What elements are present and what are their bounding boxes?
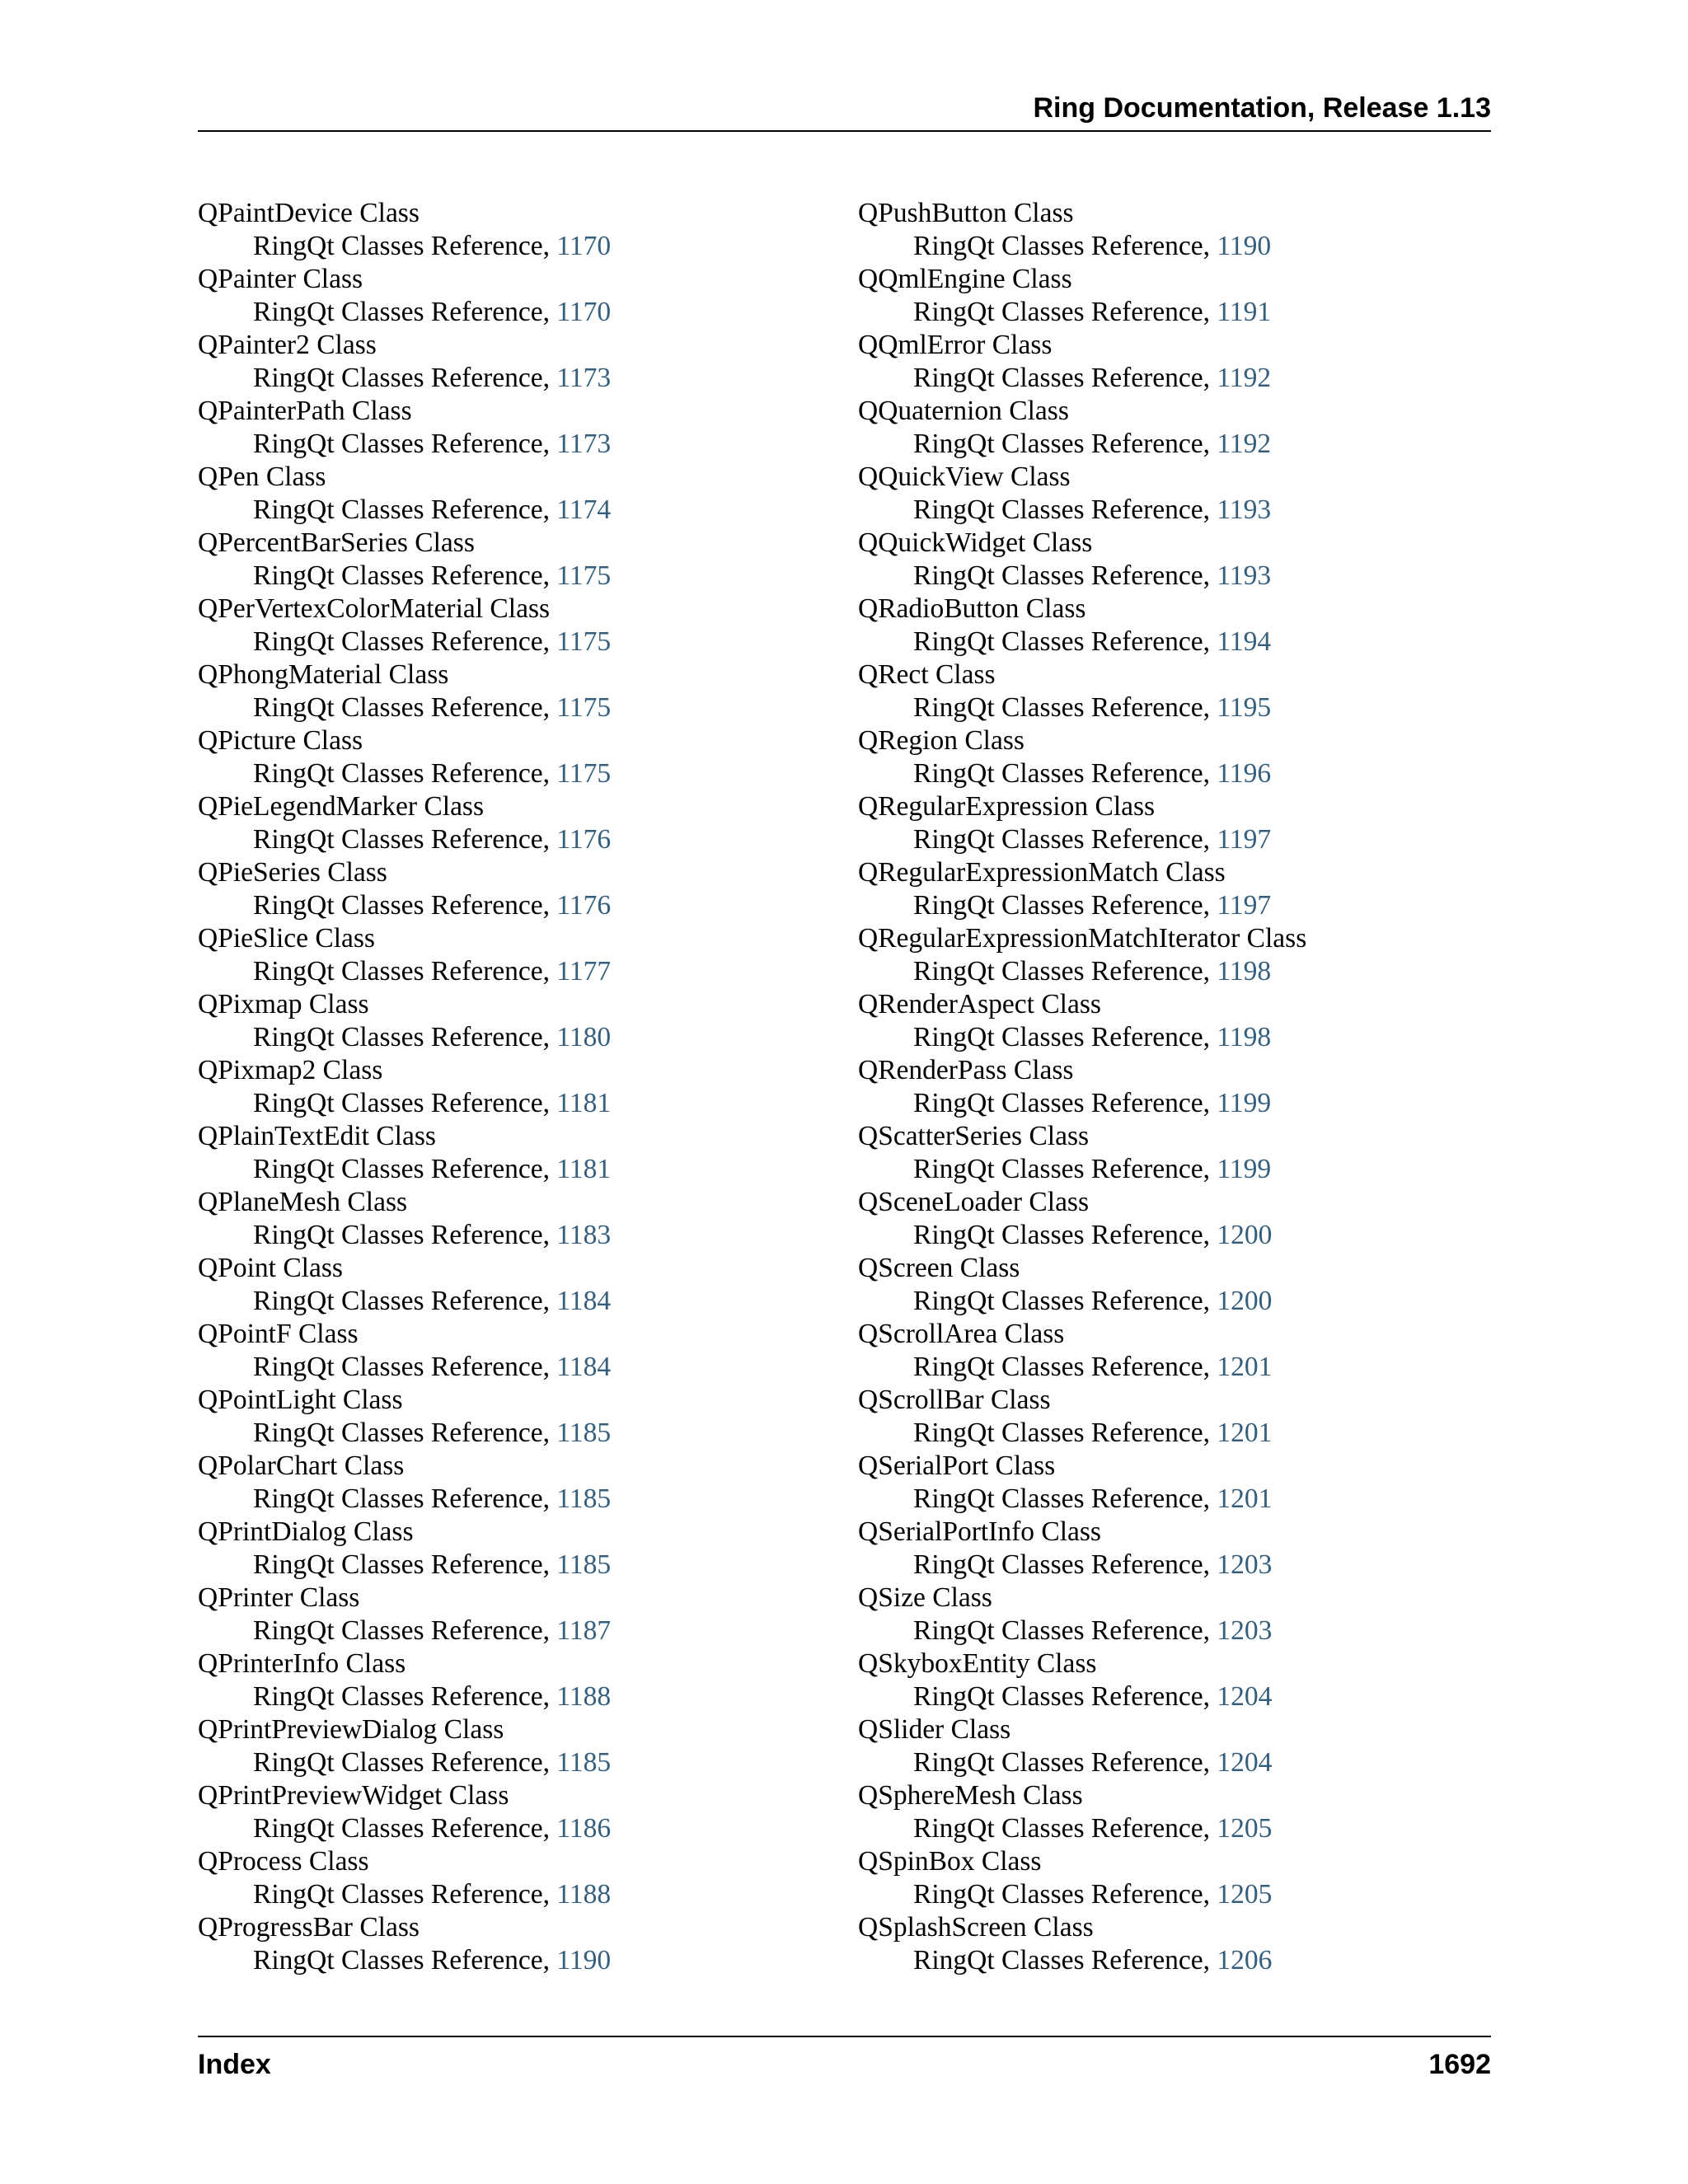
index-entry bbox=[858, 1582, 1306, 1647]
index-entry-reference bbox=[198, 1087, 611, 1120]
index-page-link[interactable]: 1185 bbox=[556, 1418, 612, 1448]
index-entry-class-name: QRegularExpression Class bbox=[858, 791, 1156, 822]
index-entry-class-name: QSerialPortInfo Class bbox=[858, 1516, 1101, 1547]
index-entry-class-name: QSize Class bbox=[858, 1582, 992, 1613]
index-page-link[interactable]: 1175 bbox=[556, 626, 612, 657]
index-entry bbox=[198, 1384, 611, 1450]
index-page-link[interactable]: 1196 bbox=[1217, 758, 1272, 789]
index-entry-class-name: QPainter Class bbox=[198, 264, 363, 294]
index-entry-reference bbox=[198, 1812, 611, 1845]
index-entry-reference-label: RingQt Classes Reference, bbox=[913, 363, 1211, 393]
index-entry-class-name: QQuaternion Class bbox=[858, 396, 1069, 426]
index-entry-class-name: QRect Class bbox=[858, 659, 996, 690]
index-entry bbox=[198, 1779, 611, 1845]
index-entry-class-name: QPainterPath Class bbox=[198, 396, 412, 426]
index-entry-reference-label: RingQt Classes Reference, bbox=[253, 1681, 551, 1712]
index-entry-reference-label: RingQt Classes Reference, bbox=[253, 231, 551, 261]
index-page-link[interactable]: 1173 bbox=[556, 363, 612, 393]
index-page-link[interactable]: 1181 bbox=[556, 1088, 612, 1118]
index-page-link[interactable]: 1186 bbox=[556, 1813, 612, 1844]
index-entry bbox=[198, 1318, 611, 1384]
index-entry bbox=[198, 461, 611, 527]
index-entry bbox=[858, 1450, 1306, 1516]
index-entry bbox=[858, 1318, 1306, 1384]
index-entry-class-name: QQuickView Class bbox=[858, 462, 1071, 492]
index-entry-reference bbox=[858, 296, 1306, 329]
index-entry bbox=[198, 1450, 611, 1516]
index-entry bbox=[858, 197, 1306, 263]
index-entry-class-name: QPointLight Class bbox=[198, 1385, 403, 1415]
index-entry-class-name: QPainter2 Class bbox=[198, 330, 377, 360]
index-entry bbox=[858, 1647, 1306, 1713]
index-page-link[interactable]: 1185 bbox=[556, 1483, 612, 1514]
index-entry-reference bbox=[198, 955, 611, 988]
index-entry-reference bbox=[198, 1549, 611, 1582]
index-entry-reference bbox=[198, 1153, 611, 1186]
index-page-link[interactable]: 1175 bbox=[556, 758, 612, 789]
index-page-link[interactable]: 1201 bbox=[1217, 1418, 1273, 1448]
index-entry-class-name: QSlider Class bbox=[858, 1714, 1011, 1745]
index-page-link[interactable]: 1185 bbox=[556, 1747, 612, 1778]
index-entry-class-name: QSplashScreen Class bbox=[858, 1912, 1094, 1943]
index-entry-class-name: QPercentBarSeries Class bbox=[198, 527, 475, 558]
index-entry-reference bbox=[858, 691, 1306, 724]
index-page-link[interactable]: 1201 bbox=[1217, 1352, 1273, 1382]
index-entry-reference-label: RingQt Classes Reference, bbox=[253, 626, 551, 657]
index-entry bbox=[858, 593, 1306, 658]
index-entry-reference bbox=[858, 1878, 1306, 1911]
index-page-link[interactable]: 1197 bbox=[1217, 890, 1272, 921]
index-entry-reference bbox=[858, 1680, 1306, 1713]
index-entry-reference-label: RingQt Classes Reference, bbox=[253, 1154, 551, 1184]
index-page-link[interactable]: 1181 bbox=[556, 1154, 612, 1184]
index-page-link[interactable]: 1176 bbox=[556, 890, 612, 921]
index-entry-reference-label: RingQt Classes Reference, bbox=[253, 1286, 551, 1316]
index-entry-reference-label: RingQt Classes Reference, bbox=[253, 1747, 551, 1778]
index-entry bbox=[858, 988, 1306, 1054]
index-entry bbox=[858, 922, 1306, 988]
index-page-link[interactable]: 1194 bbox=[1217, 626, 1272, 657]
index-page-link[interactable]: 1191 bbox=[1217, 297, 1272, 327]
index-entry-reference-label: RingQt Classes Reference, bbox=[253, 1879, 551, 1910]
index-entry-class-name: QPlaneMesh Class bbox=[198, 1187, 408, 1217]
index-entry bbox=[198, 1845, 611, 1911]
index-entry-class-name: QPushButton Class bbox=[858, 198, 1074, 228]
index-entry bbox=[198, 988, 611, 1054]
index-entry-reference bbox=[858, 1615, 1306, 1647]
index-entry-reference bbox=[858, 1944, 1306, 1977]
index-page-link[interactable]: 1203 bbox=[1217, 1549, 1273, 1580]
index-entry-reference-label: RingQt Classes Reference, bbox=[913, 1747, 1211, 1778]
index-entry-reference bbox=[198, 362, 611, 395]
index-entry-reference-label: RingQt Classes Reference, bbox=[913, 1945, 1211, 1975]
index-entry-reference-label: RingQt Classes Reference, bbox=[913, 1615, 1211, 1646]
index-entry bbox=[858, 724, 1306, 790]
index-entry-class-name: QSphereMesh Class bbox=[858, 1780, 1083, 1811]
index-entry-reference bbox=[198, 1285, 611, 1318]
index-page-link[interactable]: 1190 bbox=[1217, 231, 1272, 261]
index-entry-reference-label: RingQt Classes Reference, bbox=[913, 824, 1211, 855]
index-page-link[interactable]: 1174 bbox=[556, 494, 612, 525]
index-page-link[interactable]: 1199 bbox=[1217, 1088, 1272, 1118]
index-entry-class-name: QPixmap2 Class bbox=[198, 1055, 383, 1085]
index-entry bbox=[198, 1516, 611, 1582]
index-entry-reference-label: RingQt Classes Reference, bbox=[913, 758, 1211, 789]
index-entry-reference-label: RingQt Classes Reference, bbox=[913, 429, 1211, 459]
index-entry-reference bbox=[198, 1680, 611, 1713]
index-entry-reference-label: RingQt Classes Reference, bbox=[253, 560, 551, 591]
index-entry bbox=[858, 1516, 1306, 1582]
index-entry-class-name: QScatterSeries Class bbox=[858, 1121, 1090, 1151]
index-entry-class-name: QProcess Class bbox=[198, 1846, 369, 1877]
index-entry-reference bbox=[198, 560, 611, 593]
index-entry-reference-label: RingQt Classes Reference, bbox=[253, 297, 551, 327]
index-entry bbox=[858, 1120, 1306, 1186]
index-entry-reference bbox=[858, 1285, 1306, 1318]
index-entry-class-name: QQmlError Class bbox=[858, 330, 1053, 360]
index-entry-class-name: QPointF Class bbox=[198, 1319, 359, 1349]
index-entry-reference-label: RingQt Classes Reference, bbox=[253, 956, 551, 987]
index-entry-reference bbox=[858, 362, 1306, 395]
index-entry-reference-label: RingQt Classes Reference, bbox=[913, 626, 1211, 657]
index-entry-reference-label: RingQt Classes Reference, bbox=[253, 1088, 551, 1118]
index-entry bbox=[198, 1911, 611, 1977]
index-entry-class-name: QPrinterInfo Class bbox=[198, 1648, 406, 1679]
index-page-link[interactable]: 1173 bbox=[556, 429, 612, 459]
index-entry-reference-label: RingQt Classes Reference, bbox=[253, 1549, 551, 1580]
index-entry-reference-label: RingQt Classes Reference, bbox=[913, 1549, 1211, 1580]
index-entry-reference bbox=[198, 1615, 611, 1647]
index-page-link[interactable]: 1190 bbox=[556, 1945, 612, 1975]
index-entry-class-name: QPolarChart Class bbox=[198, 1451, 405, 1481]
index-page-link[interactable]: 1193 bbox=[1217, 494, 1272, 525]
index-entry-class-name: QRadioButton Class bbox=[858, 593, 1086, 624]
index-page-link[interactable]: 1195 bbox=[1217, 692, 1272, 723]
page-header bbox=[198, 89, 1491, 132]
index-entry-reference bbox=[198, 823, 611, 856]
index-entry-reference-label: RingQt Classes Reference, bbox=[913, 1022, 1211, 1052]
index-page-link[interactable]: 1206 bbox=[1217, 1945, 1273, 1975]
index-entry bbox=[198, 1713, 611, 1779]
index-entry-reference-label: RingQt Classes Reference, bbox=[253, 890, 551, 921]
index-entry-reference bbox=[858, 1549, 1306, 1582]
index-entry-reference-label: RingQt Classes Reference, bbox=[913, 494, 1211, 525]
index-entry bbox=[858, 527, 1306, 593]
index-entry-class-name: QProgressBar Class bbox=[198, 1912, 420, 1943]
index-entry-class-name: QScrollBar Class bbox=[858, 1385, 1051, 1415]
index-entry-reference bbox=[858, 1417, 1306, 1450]
index-entry-reference-label: RingQt Classes Reference, bbox=[253, 429, 551, 459]
page-footer bbox=[198, 2036, 1491, 2080]
index-entry-reference bbox=[198, 757, 611, 790]
index-entry bbox=[198, 790, 611, 856]
index-entry-reference-label: RingQt Classes Reference, bbox=[253, 824, 551, 855]
index-page-link[interactable]: 1175 bbox=[556, 692, 612, 723]
index-entry-reference bbox=[858, 1351, 1306, 1384]
index-page-link[interactable]: 1175 bbox=[556, 560, 612, 591]
index-entry-reference-label: RingQt Classes Reference, bbox=[253, 1813, 551, 1844]
index-entry bbox=[858, 790, 1306, 856]
index-entry-reference bbox=[858, 757, 1306, 790]
index-page-link[interactable]: 1170 bbox=[556, 231, 612, 261]
index-entry-reference bbox=[198, 494, 611, 527]
index-entry bbox=[198, 329, 611, 395]
index-entry-reference bbox=[858, 1153, 1306, 1186]
index-page-link[interactable]: 1184 bbox=[556, 1286, 612, 1316]
index-entry-class-name: QPerVertexColorMaterial Class bbox=[198, 593, 551, 624]
index-entry-reference-label: RingQt Classes Reference, bbox=[913, 1286, 1211, 1316]
index-entry-class-name: QQmlEngine Class bbox=[858, 264, 1072, 294]
index-entry-class-name: QRegularExpressionMatch Class bbox=[858, 857, 1226, 888]
index-entry-reference bbox=[198, 1219, 611, 1252]
index-entry-class-name: QRenderAspect Class bbox=[858, 989, 1101, 1019]
index-entry bbox=[198, 1054, 611, 1120]
index-entry-reference bbox=[198, 296, 611, 329]
index-entry-class-name: QPrinter Class bbox=[198, 1582, 360, 1613]
index-entry-reference-label: RingQt Classes Reference, bbox=[253, 758, 551, 789]
index-page-link[interactable]: 1177 bbox=[556, 956, 612, 987]
index-entry bbox=[198, 1120, 611, 1186]
index-entry-class-name: QScreen Class bbox=[858, 1253, 1020, 1283]
index-entry-class-name: QPieLegendMarker Class bbox=[198, 791, 485, 822]
index-entry-reference bbox=[198, 626, 611, 658]
index-page-link[interactable]: 1185 bbox=[556, 1549, 612, 1580]
index-entry bbox=[198, 1582, 611, 1647]
index-entry bbox=[198, 263, 611, 329]
index-entry-reference bbox=[858, 428, 1306, 461]
index-entry-class-name: QPaintDevice Class bbox=[198, 198, 420, 228]
index-entry-reference-label: RingQt Classes Reference, bbox=[913, 1681, 1211, 1712]
index-page-link[interactable]: 1188 bbox=[556, 1879, 612, 1910]
index-page-link[interactable]: 1176 bbox=[556, 824, 612, 855]
index-entry bbox=[198, 1647, 611, 1713]
index-entry-reference-label: RingQt Classes Reference, bbox=[913, 1088, 1211, 1118]
index-entry-class-name: QSceneLoader Class bbox=[858, 1187, 1090, 1217]
index-page-link[interactable]: 1180 bbox=[556, 1022, 612, 1052]
index-entry bbox=[198, 856, 611, 922]
index-page-link[interactable]: 1200 bbox=[1217, 1220, 1273, 1250]
index-entry-class-name: QPen Class bbox=[198, 462, 326, 492]
index-entry-class-name: QRegularExpressionMatchIterator Class bbox=[858, 923, 1307, 954]
index-entry-class-name: QPieSlice Class bbox=[198, 923, 375, 954]
index-entry-reference-label: RingQt Classes Reference, bbox=[253, 1615, 551, 1646]
index-page-link[interactable]: 1205 bbox=[1217, 1879, 1273, 1910]
index-entry bbox=[858, 395, 1306, 461]
index-page-link[interactable]: 1204 bbox=[1217, 1681, 1273, 1712]
index-entry-class-name: QPixmap Class bbox=[198, 989, 369, 1019]
index-entry bbox=[198, 724, 611, 790]
index-page-link[interactable]: 1187 bbox=[556, 1615, 612, 1646]
index-page-link[interactable]: 1188 bbox=[556, 1681, 612, 1712]
index-entry-reference bbox=[858, 1219, 1306, 1252]
index-entry bbox=[198, 197, 611, 263]
index-entry-reference bbox=[198, 1878, 611, 1911]
index-column-left bbox=[198, 197, 611, 1977]
document-title: Ring Documentation, Release 1.13 bbox=[1033, 92, 1491, 124]
index-entry-reference bbox=[858, 1087, 1306, 1120]
index-entry-reference-label: RingQt Classes Reference, bbox=[253, 1945, 551, 1975]
index-entry-reference-label: RingQt Classes Reference, bbox=[913, 1220, 1211, 1250]
index-entry-class-name: QScrollArea Class bbox=[858, 1319, 1065, 1349]
index-entry bbox=[858, 1384, 1306, 1450]
index-entry-reference-label: RingQt Classes Reference, bbox=[913, 1879, 1211, 1910]
index-entry-class-name: QSpinBox Class bbox=[858, 1846, 1042, 1877]
index-page-link[interactable]: 1198 bbox=[1217, 1022, 1272, 1052]
index-entry-reference bbox=[198, 230, 611, 263]
index-entry-reference bbox=[198, 1746, 611, 1779]
index-entry-reference-label: RingQt Classes Reference, bbox=[253, 363, 551, 393]
index-entry-reference bbox=[198, 1021, 611, 1054]
index-entry-reference-label: RingQt Classes Reference, bbox=[913, 1418, 1211, 1448]
index-entry-reference-label: RingQt Classes Reference, bbox=[253, 1220, 551, 1250]
index-entry bbox=[858, 1186, 1306, 1252]
index-entry-class-name: QRegion Class bbox=[858, 725, 1025, 756]
index-page-link[interactable]: 1201 bbox=[1217, 1483, 1273, 1514]
index-entry-reference bbox=[858, 230, 1306, 263]
index-entry-reference bbox=[198, 889, 611, 922]
index-page-link[interactable]: 1197 bbox=[1217, 824, 1272, 855]
index-entry-reference bbox=[858, 1021, 1306, 1054]
index-entry-reference bbox=[858, 889, 1306, 922]
index-entry bbox=[858, 1252, 1306, 1318]
index-entry-class-name: QPhongMaterial Class bbox=[198, 659, 449, 690]
index-entry-reference bbox=[858, 494, 1306, 527]
index-entry-reference bbox=[198, 428, 611, 461]
index-entry-class-name: QRenderPass Class bbox=[858, 1055, 1074, 1085]
index-entry bbox=[858, 329, 1306, 395]
index-page-link[interactable]: 1170 bbox=[556, 297, 612, 327]
index-entry-reference-label: RingQt Classes Reference, bbox=[913, 1813, 1211, 1844]
index-entry-class-name: QPrintPreviewWidget Class bbox=[198, 1780, 509, 1811]
index-entry-reference-label: RingQt Classes Reference, bbox=[253, 1022, 551, 1052]
index-page-link[interactable]: 1204 bbox=[1217, 1747, 1273, 1778]
index-entry bbox=[858, 1054, 1306, 1120]
index-entry-reference-label: RingQt Classes Reference, bbox=[913, 692, 1211, 723]
index-entry-reference bbox=[198, 1351, 611, 1384]
index-entry-reference-label: RingQt Classes Reference, bbox=[253, 494, 551, 525]
index-entry-class-name: QQuickWidget Class bbox=[858, 527, 1093, 558]
index-page-link[interactable]: 1200 bbox=[1217, 1286, 1273, 1316]
index-entry-class-name: QPicture Class bbox=[198, 725, 363, 756]
index-entry-class-name: QPrintPreviewDialog Class bbox=[198, 1714, 504, 1745]
index-entry-reference bbox=[858, 823, 1306, 856]
index-entry-reference bbox=[858, 955, 1306, 988]
index-entry bbox=[858, 1911, 1306, 1977]
index-entry-class-name: QPieSeries Class bbox=[198, 857, 387, 888]
footer-page-number: 1692 bbox=[1428, 2049, 1491, 2080]
index-entry bbox=[858, 1845, 1306, 1911]
index-entry bbox=[198, 395, 611, 461]
index-entry-reference bbox=[858, 1812, 1306, 1845]
index-entry-reference bbox=[858, 1483, 1306, 1516]
index-entry-reference bbox=[858, 1746, 1306, 1779]
index-entry-reference bbox=[858, 560, 1306, 593]
index-entry-reference bbox=[198, 1417, 611, 1450]
index-entry-reference bbox=[198, 691, 611, 724]
index-page-link[interactable]: 1184 bbox=[556, 1352, 612, 1382]
index-page-link[interactable]: 1199 bbox=[1217, 1154, 1272, 1184]
index-entry-reference bbox=[198, 1483, 611, 1516]
index-entry-reference bbox=[198, 1944, 611, 1977]
index-entry bbox=[858, 1713, 1306, 1779]
index-entry-reference-label: RingQt Classes Reference, bbox=[253, 1483, 551, 1514]
index-entry-reference-label: RingQt Classes Reference, bbox=[913, 1154, 1211, 1184]
index-page-link[interactable]: 1205 bbox=[1217, 1813, 1273, 1844]
index-entry-reference-label: RingQt Classes Reference, bbox=[913, 560, 1211, 591]
index-page-link[interactable]: 1192 bbox=[1217, 429, 1272, 459]
index-page-link[interactable]: 1192 bbox=[1217, 363, 1272, 393]
index-entry-reference-label: RingQt Classes Reference, bbox=[913, 956, 1211, 987]
index-entry-reference-label: RingQt Classes Reference, bbox=[913, 1352, 1211, 1382]
index-page-link[interactable]: 1198 bbox=[1217, 956, 1272, 987]
index-entry bbox=[198, 658, 611, 724]
index-entry-class-name: QPoint Class bbox=[198, 1253, 343, 1283]
index-entry-reference-label: RingQt Classes Reference, bbox=[253, 1418, 551, 1448]
index-entry-reference-label: RingQt Classes Reference, bbox=[913, 297, 1211, 327]
index-entry bbox=[198, 1252, 611, 1318]
index-entry bbox=[858, 1779, 1306, 1845]
index-page-link[interactable]: 1183 bbox=[556, 1220, 612, 1250]
index-entry-class-name: QSkyboxEntity Class bbox=[858, 1648, 1097, 1679]
index-entry-class-name: QPlainTextEdit Class bbox=[198, 1121, 436, 1151]
index-entry bbox=[198, 593, 611, 658]
index-entry-reference-label: RingQt Classes Reference, bbox=[913, 231, 1211, 261]
index-entry-reference-label: RingQt Classes Reference, bbox=[253, 1352, 551, 1382]
index-entry-reference-label: RingQt Classes Reference, bbox=[913, 1483, 1211, 1514]
index-entry bbox=[858, 658, 1306, 724]
footer-section-label: Index bbox=[198, 2049, 271, 2080]
index-entry-reference-label: RingQt Classes Reference, bbox=[913, 890, 1211, 921]
index-entry-reference-label: RingQt Classes Reference, bbox=[253, 692, 551, 723]
index-entry bbox=[858, 856, 1306, 922]
index-entry bbox=[198, 922, 611, 988]
index-page-link[interactable]: 1193 bbox=[1217, 560, 1272, 591]
index-entry-class-name: QSerialPort Class bbox=[858, 1451, 1056, 1481]
index-entry bbox=[198, 527, 611, 593]
index-entry-class-name: QPrintDialog Class bbox=[198, 1516, 414, 1547]
index-entry bbox=[858, 263, 1306, 329]
index-entry-reference bbox=[858, 626, 1306, 658]
index-column-right bbox=[858, 197, 1306, 1977]
index-entry bbox=[858, 461, 1306, 527]
index-page-link[interactable]: 1203 bbox=[1217, 1615, 1273, 1646]
index-entry bbox=[198, 1186, 611, 1252]
